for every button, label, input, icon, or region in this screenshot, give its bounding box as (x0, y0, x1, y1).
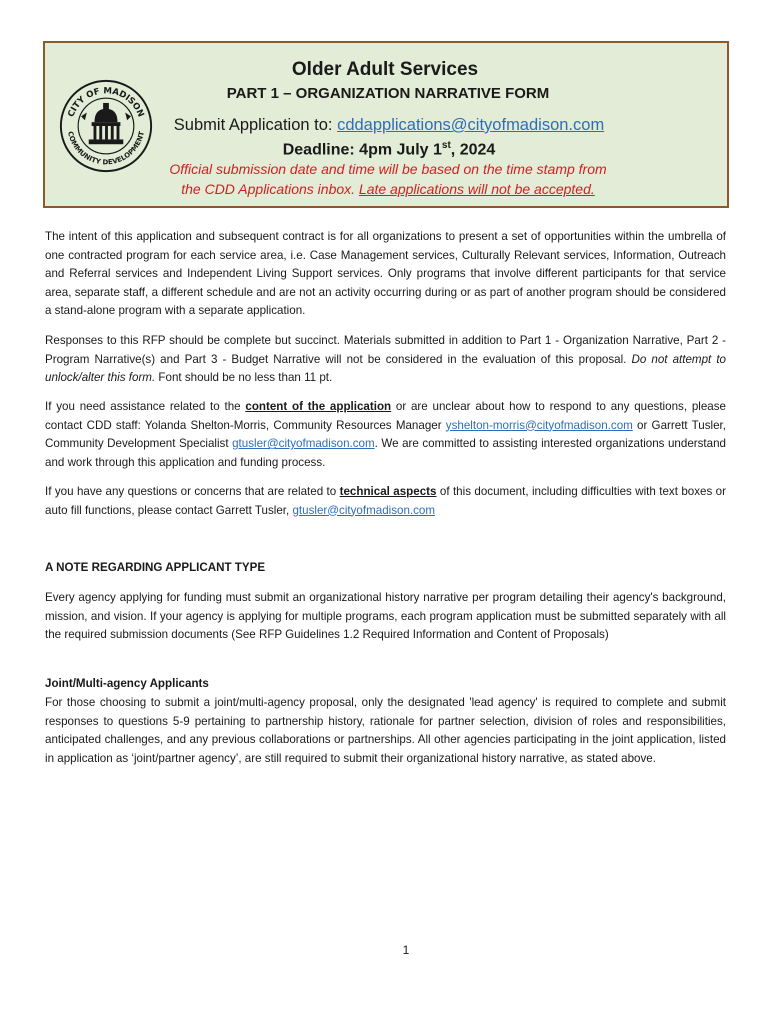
submit-email-link[interactable]: cddapplications@cityofmadison.com (337, 116, 605, 134)
gtusler-email-link[interactable]: gtusler@cityofmadison.com (232, 437, 375, 450)
submit-prefix: Submit Application to: (173, 116, 338, 134)
deadline-sup: st (441, 140, 451, 151)
applicant-type-paragraph: Every agency applying for funding must submit an organizational history narrative per program detailing their agency's background, mission, and vision. If your agency is applying for multiple programs, each program application must be submitted separately with all the required submission documents (See RFP Guidelines 1.2 Required Information and Content of Proposals) (45, 591, 726, 641)
yshelton-email-link[interactable]: yshelton-morris@cityofmadison.com (445, 418, 633, 432)
intent-paragraph: The intent of this application and subsequent contract is for all organizations to present a set of opportunities within the umbrella of one contracted program for each service area, i.e. Case Management services, Culturally Relevant services, Information, Outreach and Referral services and Independent Living Support services. Only programs that involve different participants for that service area, separate staff, a different schedule and are not an activity occurring during or as part of another program should be considered a stand-alone program with a separate application. (45, 230, 726, 317)
responses-italic: Do not attempt to unlock/alter this form. (45, 352, 726, 384)
tech-bold: technical aspects (339, 485, 437, 498)
assist-bold: content of the application (245, 400, 392, 413)
tech-text-1: If you have any questions or concerns that are related to (45, 485, 340, 498)
seal-text-top: CITY OF MADISON (66, 86, 146, 119)
assist-text-4: . We are committed to assisting interested organizations understand and work through this application and funding process. (45, 437, 726, 469)
joint-applicants-heading: Joint/Multi-agency Applicants (45, 677, 209, 690)
notice-line-1: Official submission date and time will be based on the time stamp from (169, 161, 607, 177)
assist-text-1: If you need assistance related to the (45, 400, 246, 413)
assist-text-3: or Garrett Tusler, Community Development Specialist (45, 418, 727, 450)
applicant-type-heading: A NOTE REGARDING APPLICANT TYPE (45, 561, 266, 574)
form-subtitle: PART 1 – ORGANIZATION NARRATIVE FORM (226, 85, 550, 102)
seal-text-bottom: COMMUNITY DEVELOPMENT (66, 130, 146, 167)
deadline-line (0, 140, 770, 159)
gtusler-email-link-2[interactable]: gtusler@cityofmadison.com (292, 503, 436, 517)
form-title: Older Adult Services (291, 59, 479, 80)
page-number: 1 (402, 943, 410, 957)
responses-paragraph (45, 332, 726, 388)
joint-applicants-paragraph: For those choosing to submit a joint/multi-agency proposal, only the designated 'lead agency' is required to complete and submit responses to questions 5-9 pertaining to partnership history, rationale for partner selection, division of roles and responsibilities, anticipated challenges, and any previous collaborations or partnerships. All other agencies participating in the joint application, listed in application as ‘joint/partner agency’, are still required to submit their organizational history narrative, as stated above. (45, 696, 726, 765)
responses-end: Font should be no less than 11 pt. (155, 371, 333, 384)
responses-main: Responses to this RFP should be complete but succinct. Materials submitted in addition to Part 1 - Organization Narrative, Part 2 - Program Narrative(s) and Part 3 - Budget Narrative will not be considered in the evaluation of this proposal. (45, 334, 726, 366)
notice-line-2 (0, 181, 770, 197)
assist-text-2: or are unclear about how to respond to any questions, please contact CDD staff: Yolanda Shelton-Morris, Community Resources Manager (45, 400, 726, 432)
deadline-prefix: Deadline: 4pm July 1 (282, 141, 442, 159)
technical-paragraph (45, 483, 726, 520)
deadline-suffix: , 2024 (450, 141, 496, 159)
tech-text-2: of this document, including difficulties with text boxes or auto fill functions, please contact Garrett Tusler, (45, 485, 726, 517)
late-warning: Late applications will not be accepted. (358, 181, 595, 197)
submit-line (0, 116, 770, 135)
assistance-paragraph (45, 398, 726, 472)
notice-prefix: the CDD Applications inbox. (181, 181, 359, 197)
